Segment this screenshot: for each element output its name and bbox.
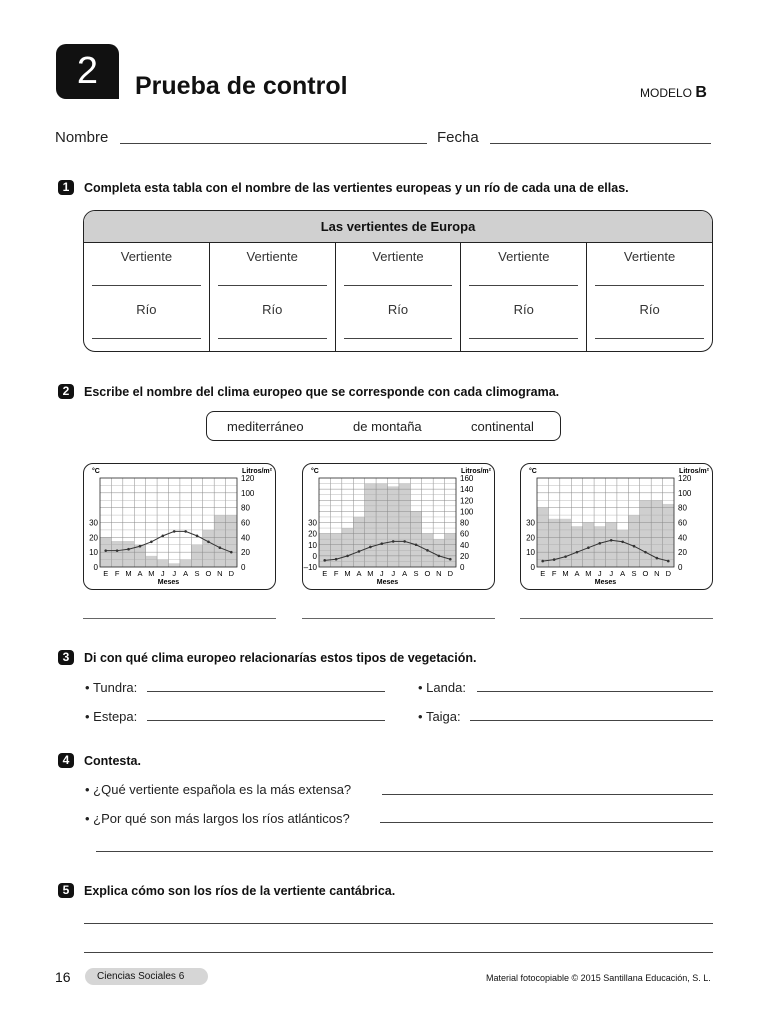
table-column xyxy=(336,243,462,352)
temp-tick-label: 10 xyxy=(89,548,98,558)
precip-tick-label: 100 xyxy=(678,488,692,498)
temperature-point xyxy=(403,540,406,543)
month-label: S xyxy=(194,569,200,578)
question-3-text: Di con qué clima europeo relacionarías estos tipos de vegetación. xyxy=(84,651,477,665)
month-label: J xyxy=(379,569,384,578)
month-label: D xyxy=(665,569,672,578)
rio-answer-line[interactable] xyxy=(469,338,578,339)
temperature-point xyxy=(438,555,441,558)
precip-tick-label: 60 xyxy=(678,518,687,528)
vertiente-answer-line[interactable] xyxy=(595,285,704,286)
precip-tick-label: 0 xyxy=(460,563,465,572)
month-label: A xyxy=(574,569,580,578)
table-columns xyxy=(84,243,712,352)
temperature-point xyxy=(139,545,142,548)
precipitation-bar xyxy=(353,517,364,567)
temperature-point xyxy=(610,539,613,542)
question-5-text: Explica cómo son los ríos de la vertiente cantábrica. xyxy=(84,884,396,898)
month-label: F xyxy=(114,569,120,578)
name-field[interactable] xyxy=(120,143,427,144)
table-column xyxy=(461,243,587,352)
month-label: J xyxy=(597,569,602,578)
precipitation-bar xyxy=(146,556,157,567)
temperature-point xyxy=(415,543,418,546)
name-label: Nombre xyxy=(55,129,109,146)
month-label: J xyxy=(172,569,177,578)
temperature-point xyxy=(207,540,210,543)
rio-label: Río xyxy=(262,302,283,317)
page-title: Prueba de control xyxy=(135,72,348,100)
month-label: J xyxy=(391,569,396,578)
question-4-item-text: ¿Por qué son más largos los ríos atlánticos? xyxy=(93,811,350,826)
tundra-answer-line[interactable] xyxy=(147,691,385,692)
temperature-point xyxy=(667,560,670,563)
precipitation-bar xyxy=(134,545,145,567)
month-label: D xyxy=(228,569,235,578)
temp-unit-label: °C xyxy=(92,468,100,475)
temperature-point xyxy=(392,540,395,543)
vertiente-label: Vertiente xyxy=(623,249,676,264)
temp-tick-label: 10 xyxy=(308,540,317,550)
month-label: D xyxy=(447,569,454,578)
question-2-number: 2 xyxy=(58,384,74,399)
q5-answer-line-2[interactable] xyxy=(84,952,713,953)
precip-tick-label: 40 xyxy=(460,540,469,550)
rio-label: Río xyxy=(639,302,660,317)
word-bank xyxy=(206,411,561,441)
vegetation-label: Tundra: xyxy=(92,680,138,695)
table-column xyxy=(587,243,712,352)
rio-label: Río xyxy=(513,302,534,317)
question-1-text: Completa esta tabla con el nombre de las vertientes europeas y un río de cada una de ellas. xyxy=(84,181,629,195)
question-3-number: 3 xyxy=(58,650,74,665)
question-4-item: • ¿Por qué son más largos los ríos atlánticos? xyxy=(85,811,350,826)
precip-unit-label: Litros/m² xyxy=(242,468,272,475)
vegetation-item: • Landa: xyxy=(418,680,466,695)
temperature-point xyxy=(323,559,326,562)
temperature-point xyxy=(598,542,601,545)
month-label: O xyxy=(424,569,431,578)
precipitation-bar xyxy=(169,563,180,567)
rio-answer-line[interactable] xyxy=(344,338,453,339)
x-axis-label: Meses xyxy=(376,579,399,586)
precip-tick-label: 120 xyxy=(460,496,474,506)
month-label: A xyxy=(620,569,626,578)
temperature-point xyxy=(335,558,338,561)
precipitation-bar xyxy=(157,560,168,567)
temp-tick-label: 0 xyxy=(530,563,535,572)
word-option: mediterráneo xyxy=(227,419,304,434)
table-column xyxy=(84,243,210,352)
temperature-point xyxy=(104,549,107,552)
vegetation-label: Estepa: xyxy=(93,709,138,724)
month-label: M xyxy=(344,569,351,578)
temperature-point xyxy=(219,546,222,549)
word-option: de montaña xyxy=(353,419,422,434)
q4-answer-line-1[interactable] xyxy=(382,794,713,795)
precip-tick-label: 20 xyxy=(460,551,469,561)
month-label: S xyxy=(413,569,419,578)
precipitation-bar xyxy=(433,539,444,567)
precip-unit-label: Litros/m² xyxy=(679,468,709,475)
q4-answer-line-2[interactable] xyxy=(380,822,713,823)
temp-tick-label: 20 xyxy=(526,533,535,543)
temperature-point xyxy=(633,545,636,548)
climograph-1-answer-line[interactable] xyxy=(83,618,276,619)
month-label: J xyxy=(609,569,614,578)
climograph-1 xyxy=(83,463,276,590)
table-title: Las vertientes de Europa xyxy=(84,211,712,243)
precip-tick-label: 60 xyxy=(241,518,250,528)
month-label: N xyxy=(217,569,223,578)
rio-answer-line[interactable] xyxy=(92,338,201,339)
climograph-2 xyxy=(302,463,495,590)
unit-number-badge: 2 xyxy=(56,44,119,99)
temperature-point xyxy=(644,551,647,554)
date-field[interactable] xyxy=(490,143,711,144)
vertiente-answer-line[interactable] xyxy=(92,285,201,286)
x-axis-label: Meses xyxy=(157,579,180,586)
precip-tick-label: 100 xyxy=(460,507,474,517)
rio-answer-line[interactable] xyxy=(595,338,704,339)
rio-answer-line[interactable] xyxy=(218,338,327,339)
precip-tick-label: 0 xyxy=(678,563,683,572)
x-axis-label: Meses xyxy=(594,579,617,586)
vertiente-answer-line[interactable] xyxy=(469,285,578,286)
month-label: N xyxy=(654,569,660,578)
temperature-point xyxy=(346,555,349,558)
month-label: S xyxy=(631,569,637,578)
precipitation-bar xyxy=(640,500,651,567)
precip-tick-label: 60 xyxy=(460,529,469,539)
question-4-item: • ¿Qué vertiente española es la más extensa? xyxy=(85,782,352,797)
climograph-2-answer-line[interactable] xyxy=(302,618,495,619)
month-label: M xyxy=(562,569,569,578)
vegetation-label: Taiga: xyxy=(425,709,461,724)
climograph-3-answer-line[interactable] xyxy=(520,618,713,619)
month-label: M xyxy=(125,569,132,578)
precip-tick-label: 40 xyxy=(241,533,250,543)
temp-tick-label: 20 xyxy=(89,533,98,543)
month-label: E xyxy=(322,569,328,578)
word-option: continental xyxy=(471,419,534,434)
precip-tick-label: 120 xyxy=(241,474,255,483)
temp-unit-label: °C xyxy=(311,468,319,475)
precipitation-bar xyxy=(571,526,582,567)
month-label: E xyxy=(540,569,546,578)
vertiente-label: Vertiente xyxy=(498,249,550,264)
month-label: O xyxy=(205,569,212,578)
climograph-3-svg xyxy=(521,464,713,590)
vegetation-item: • Estepa: xyxy=(85,709,138,724)
temp-tick-label: 30 xyxy=(308,518,317,528)
precip-tick-label: 80 xyxy=(678,503,687,513)
question-1-number: 1 xyxy=(58,180,74,195)
month-label: A xyxy=(402,569,408,578)
precipitation-bar xyxy=(191,545,202,567)
precip-tick-label: 140 xyxy=(460,485,474,495)
vegetation-item: • Tundra: xyxy=(85,680,138,695)
precip-unit-label: Litros/m² xyxy=(461,468,491,475)
question-4-number: 4 xyxy=(58,753,74,768)
climograph-2-svg xyxy=(303,464,495,590)
month-label: A xyxy=(183,569,189,578)
temperature-point xyxy=(564,555,567,558)
precipitation-bar xyxy=(617,530,628,567)
modelo-label xyxy=(640,84,707,102)
q5-answer-line-1[interactable] xyxy=(84,923,713,924)
temperature-point xyxy=(116,549,119,552)
month-label: A xyxy=(356,569,362,578)
temperature-point xyxy=(587,546,590,549)
temperature-point xyxy=(576,551,579,554)
month-label: M xyxy=(585,569,592,578)
precip-tick-label: 20 xyxy=(678,548,687,558)
temp-tick-label: 0 xyxy=(312,551,317,561)
temperature-point xyxy=(541,560,544,563)
subject-tag: Ciencias Sociales 6 xyxy=(85,968,208,985)
temperature-point xyxy=(150,540,153,543)
precipitation-bar xyxy=(180,560,191,567)
landa-answer-line[interactable] xyxy=(477,691,713,692)
precipitation-bar xyxy=(399,484,410,567)
vegetation-label: Landa: xyxy=(426,680,466,695)
precipitation-bar xyxy=(342,528,353,567)
question-2-text: Escribe el nombre del clima europeo que se corresponde con cada climograma. xyxy=(84,385,560,399)
precip-tick-label: 0 xyxy=(241,563,246,572)
precipitation-bar xyxy=(365,484,376,567)
rio-label: Río xyxy=(136,302,157,317)
precip-tick-label: 160 xyxy=(460,474,474,483)
month-label: M xyxy=(367,569,374,578)
vegetation-item: • Taiga: xyxy=(418,709,461,724)
modelo-text: MODELO xyxy=(640,86,693,100)
climograph-3 xyxy=(520,463,713,590)
question-4-item-text: ¿Qué vertiente española es la más extensa? xyxy=(93,782,352,797)
temp-tick-label: 30 xyxy=(526,518,535,528)
temperature-point xyxy=(161,535,164,538)
precipitation-bar xyxy=(594,526,605,567)
estepa-answer-line[interactable] xyxy=(147,720,385,721)
temp-tick-label: 0 xyxy=(93,563,98,572)
question-4-text: Contesta. xyxy=(84,754,141,768)
precipitation-bar xyxy=(203,530,214,567)
temp-tick-label: 30 xyxy=(89,518,98,528)
page-number: 16 xyxy=(55,969,71,985)
vertiente-label: Vertiente xyxy=(372,249,424,264)
precipitation-bar xyxy=(388,486,399,567)
temperature-point xyxy=(184,530,187,533)
precipitation-bar xyxy=(376,484,387,567)
modelo-letter: B xyxy=(695,84,707,101)
vertiente-answer-line[interactable] xyxy=(344,285,453,286)
temp-unit-label: °C xyxy=(529,468,537,475)
month-label: E xyxy=(103,569,109,578)
temperature-point xyxy=(127,548,130,551)
month-label: O xyxy=(642,569,649,578)
temperature-point xyxy=(621,540,624,543)
temp-tick-label: –10 xyxy=(303,563,317,572)
temperature-point xyxy=(380,542,383,545)
precipitation-bar xyxy=(663,504,674,567)
temperature-point xyxy=(553,558,556,561)
climograph-1-svg xyxy=(84,464,276,590)
month-label: J xyxy=(160,569,165,578)
precip-tick-label: 40 xyxy=(678,533,687,543)
precip-tick-label: 100 xyxy=(241,488,255,498)
date-label: Fecha xyxy=(437,129,479,146)
precip-tick-label: 80 xyxy=(460,518,469,528)
month-label: M xyxy=(148,569,155,578)
temperature-point xyxy=(426,549,429,552)
month-label: N xyxy=(436,569,442,578)
temperature-point xyxy=(358,550,361,553)
precipitation-bar xyxy=(214,515,225,567)
vertientes-table xyxy=(83,210,713,352)
vertiente-label: Vertiente xyxy=(246,249,298,264)
temperature-point xyxy=(656,557,659,560)
temperature-point xyxy=(449,558,452,561)
copyright-notice: Material fotocopiable © 2015 Santillana Educación, S. L. xyxy=(486,973,711,983)
vertiente-label: Vertiente xyxy=(120,249,173,264)
temp-tick-label: 10 xyxy=(526,548,535,558)
temperature-point xyxy=(230,551,233,554)
precip-tick-label: 120 xyxy=(678,474,692,483)
temperature-point xyxy=(369,546,372,549)
month-label: F xyxy=(333,569,339,578)
table-column xyxy=(210,243,336,352)
temperature-point xyxy=(173,530,176,533)
temp-tick-label: 20 xyxy=(308,529,317,539)
q4-answer-line-3[interactable] xyxy=(96,851,713,852)
precip-tick-label: 80 xyxy=(241,503,250,513)
vertiente-answer-line[interactable] xyxy=(218,285,327,286)
rio-label: Río xyxy=(387,302,409,317)
precipitation-bar xyxy=(628,515,639,567)
temperature-point xyxy=(196,535,199,538)
precipitation-bar xyxy=(226,515,237,567)
taiga-answer-line[interactable] xyxy=(470,720,713,721)
precip-tick-label: 20 xyxy=(241,548,250,558)
month-label: A xyxy=(137,569,143,578)
month-label: F xyxy=(551,569,557,578)
question-5-number: 5 xyxy=(58,883,74,898)
